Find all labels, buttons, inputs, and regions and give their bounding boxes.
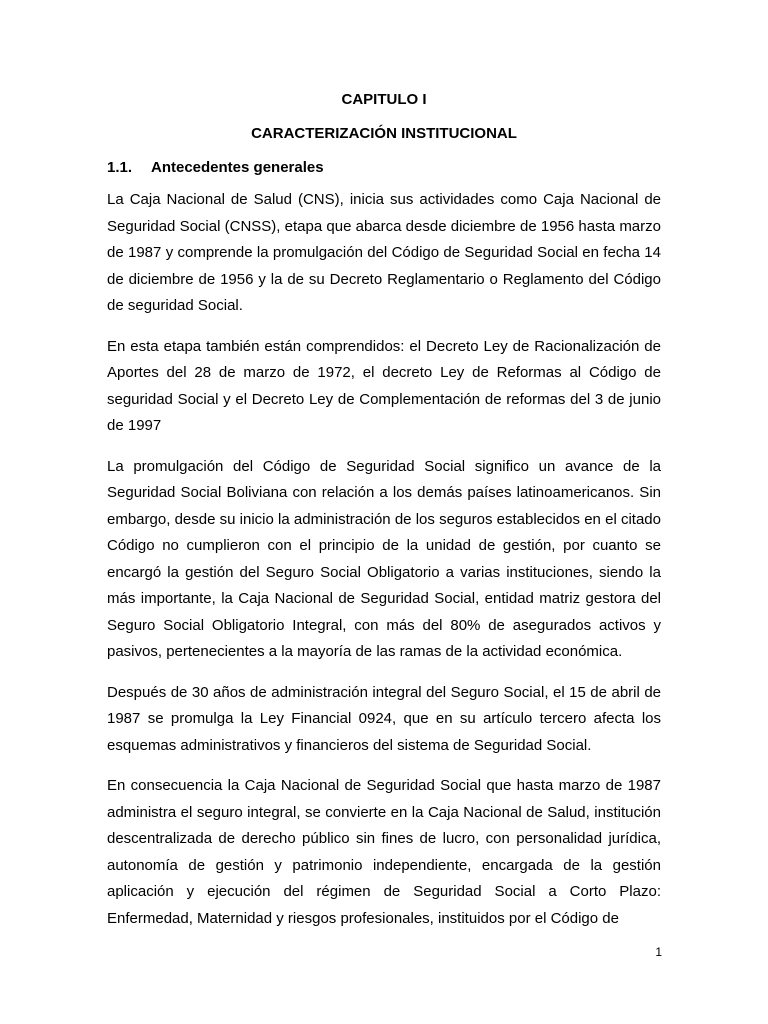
section-number: 1.1. (107, 159, 133, 176)
chapter-subtitle: CARACTERIZACIÓN INSTITUCIONAL (251, 125, 517, 142)
paragraph: En consecuencia la Caja Nacional de Seguridad Social que hasta marzo de 1987 administra el seguro integral, se convierte en la Caja Nacional de Salud, institución descentralizada de derecho público sin fines de lucro, con personalidad jurídica, autonomía de gestión y patrimonio independiente, encargada de la gestión aplicación y ejecución del régimen de Seguridad Social a Corto Plazo: Enfermedad, Maternidad y riesgos profesionales, instituidos por el Código de (107, 777, 661, 927)
paragraph: En esta etapa también están comprendidos: el Decreto Ley de Racionalización de Aportes del 28 de marzo de 1972, el decreto Ley de Reformas al Código de seguridad Social y el Decreto Ley de Complementación de reformas del 3 de junio de 1997 (107, 337, 661, 434)
section-title: Antecedentes generales (151, 159, 324, 176)
page-number: 1 (655, 945, 662, 959)
paragraph: La Caja Nacional de Salud (CNS), inicia sus actividades como Caja Nacional de Seguridad Social (CNSS), etapa que abarca desde diciembre de 1956 hasta marzo de 1987 y comprende la promulgación del Código de Seguridad Social en fecha 14 de diciembre de 1956 y la de su Decreto Reglamentario o Reglamento del Código de seguridad Social. (107, 191, 661, 314)
document-body (107, 187, 661, 946)
paragraph: La promulgación del Código de Seguridad Social significo un avance de la Seguridad Social Boliviana con relación a los demás países latinoamericanos. Sin embargo, desde su inicio la administración de los seguros establecidos en el citado Código no cumplieron con el principio de la unidad de gestión, por cuanto se encargó la gestión del Seguro Social Obligatorio a varias instituciones, siendo la más importante, la Caja Nacional de Seguridad Social, entidad matriz gestora del Seguro Social Obligatorio Integral, con más del 80% de asegurados activos y pasivos, pertenecientes a la mayoría de las ramas de la actividad económica. (107, 457, 661, 660)
section-heading (107, 158, 324, 178)
paragraph: Después de 30 años de administración integral del Seguro Social, el 15 de abril de 1987 se promulga la Ley Financial 0924, que en su artículo tercero afecta los esquemas administrativos y financieros del sistema de Seguridad Social. (107, 683, 661, 754)
chapter-title: CAPITULO I (341, 91, 427, 108)
